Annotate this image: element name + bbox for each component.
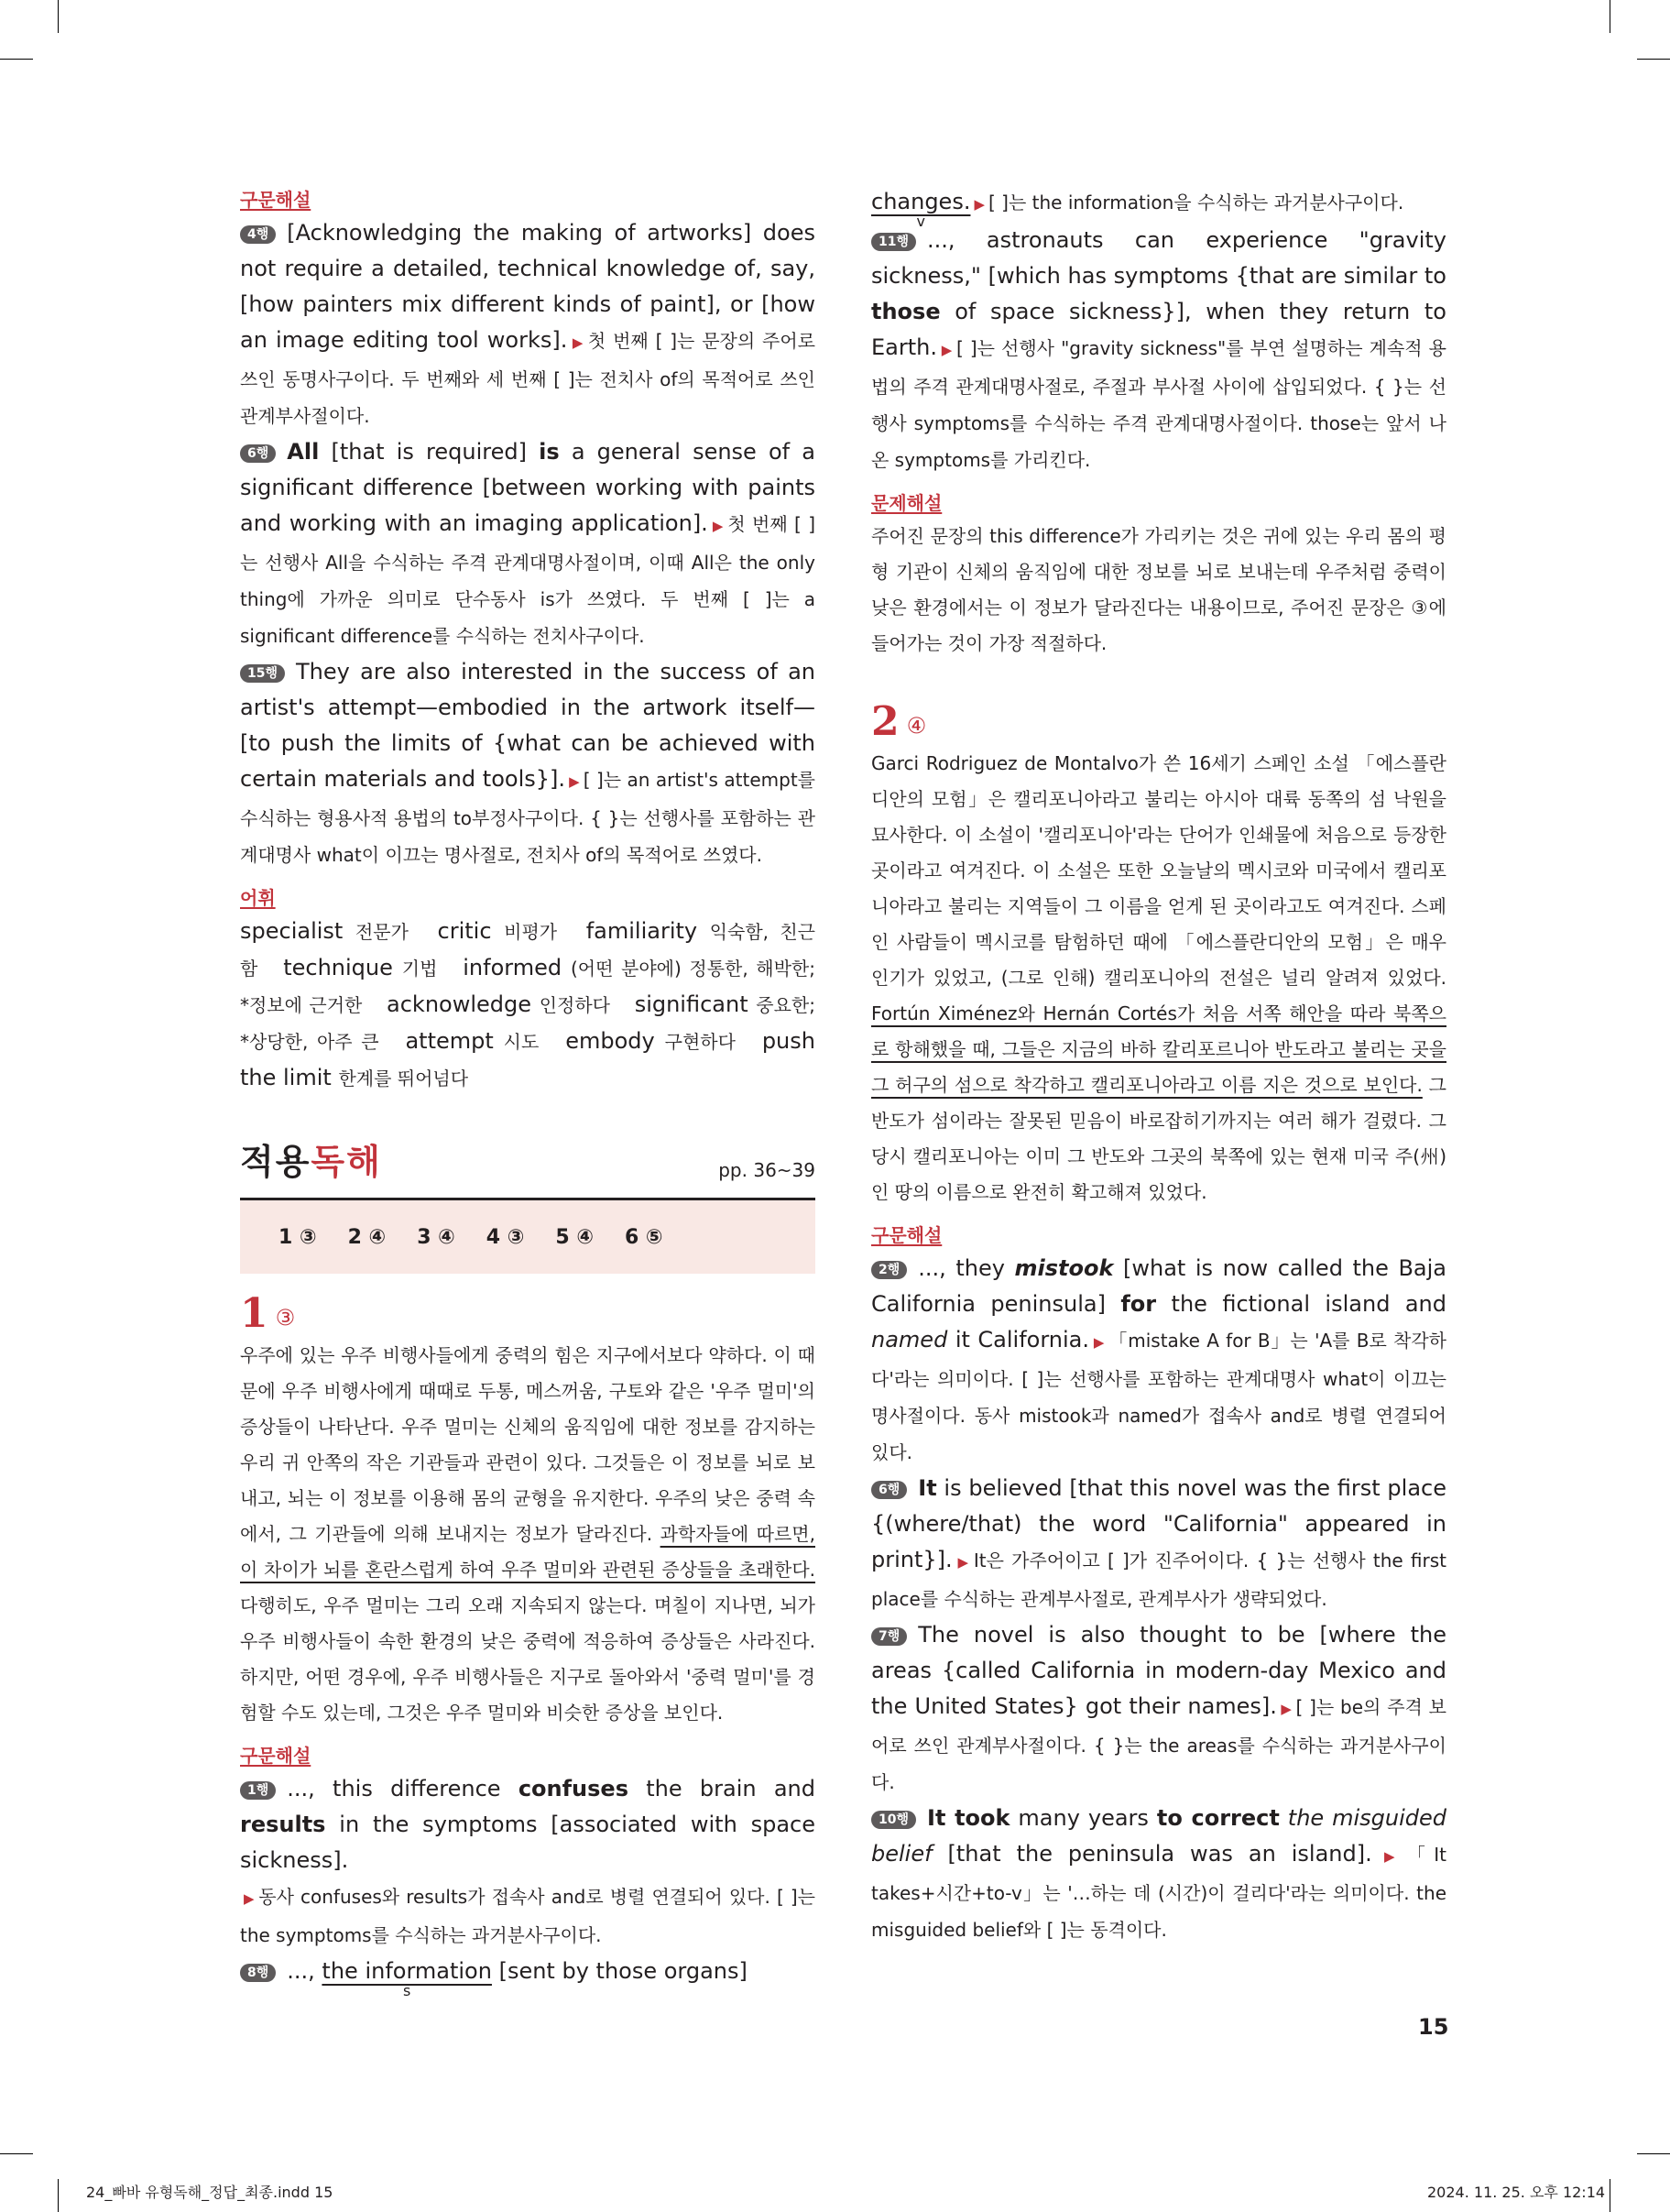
verb-marker xyxy=(871,184,971,230)
vocab-term: technique xyxy=(283,955,402,980)
text: ..., xyxy=(287,1958,322,1984)
verb-text: changes. xyxy=(871,189,971,214)
right-column xyxy=(871,188,1446,1948)
syntax-note xyxy=(240,1954,815,1999)
italic-word: the misguided belief xyxy=(871,1805,1446,1867)
arrow-icon: ▶ xyxy=(244,1890,256,1907)
note-korean: It은 가주어이고 [ ]가 진주어이다. { }는 선행사 the first place를 수식하는 관계부사절로, 관계부사가 생략되었다. xyxy=(871,1549,1446,1610)
text: of space sickness}], when they return to Earth. xyxy=(871,299,1446,360)
question-heading xyxy=(240,1290,815,1338)
footer-file: 24_빠바 유형독해_정답_최종.indd 15 xyxy=(86,2184,333,2201)
vocab-label: 어휘 xyxy=(240,887,276,909)
question-answer: ④ xyxy=(906,713,927,739)
answer-key-box xyxy=(240,1198,815,1274)
subject-marker xyxy=(322,1954,492,1999)
syntax-note xyxy=(871,223,1446,478)
text: Garci Rodriguez de Montalvo가 쓴 16세기 스페인 소설 「에스플란디안의 모험」은 캘리포니아라고 불리는 아시아 대륙 동쪽의 섬 낙원을 묘사한다. 이 소설이 '캘리포니아'라는 단어가 인쇄물에 처음으로 등장한 곳이라고 여겨진다. 이 소설은 또한 오늘날의 멕시코와 미국에서 캘리포니아라고 불리는 지역들이 그 이름을 얻게 된 곳이라고도 여겨진다. 스페인 사람들이 멕시코를 탐험하던 때에 「에스플란디안의 모험」은 매우 인기가 있었고, (그로 인해) 캘리포니아의 전설은 널리 알려져 있었다. xyxy=(871,752,1446,989)
bold-word: mistook xyxy=(1014,1255,1114,1281)
vocab-meaning: 중요한; *상당한, 아주 큰 xyxy=(240,994,815,1053)
question-answer: ③ xyxy=(275,1305,296,1330)
question-number: 2 xyxy=(871,698,900,745)
crop-mark xyxy=(0,59,33,60)
vocab-term: attempt xyxy=(405,1028,504,1054)
vocab-meaning: 비평가 xyxy=(504,921,558,943)
bold-word: All xyxy=(287,439,320,465)
note-english: The novel is also thought to be [where the areas {called California in modern-day Mexico and the United States} got their names]. xyxy=(871,1622,1446,1719)
note-korean: 첫 번째 [ ]는 문장의 주어로 쓰인 동명사구이다. 두 번째와 세 번째 [ ]는 전치사 of의 목적어로 쓰인 관계부사절이다. xyxy=(240,330,815,427)
text: the fictional island and xyxy=(1156,1291,1446,1317)
line-badge: 6행 xyxy=(871,1481,907,1499)
text: [sent by those organs] xyxy=(491,1958,748,1984)
line-badge: 15행 xyxy=(240,664,285,683)
crop-mark xyxy=(0,2153,33,2154)
answer-key: 6 ⑤ xyxy=(624,1225,663,1249)
text: it California. xyxy=(947,1327,1090,1352)
vocab-meaning: 기법 xyxy=(401,958,438,980)
syntax-label: 구문해설 xyxy=(240,1745,311,1767)
note-korean: 첫 번째 [ ]는 선행사 All을 수식하는 주격 관계대명사절이며, 이때 All은 the only thing에 가까운 의미로 단수동사 is가 쓰였다. 두 번째 [ ]는 a significant difference를 수식하는 전치사구이다. xyxy=(240,513,815,647)
line-badge: 10행 xyxy=(871,1811,916,1829)
text: 우주에 있는 우주 비행사들에게 중력의 힘은 지구에서보다 약하다. 이 때문에 우주 비행사에게 때때로 두통, 메스꺼움, 구토와 같은 '우주 멀미'의 증상들이 나타난다. 우주 멀미는 신체의 움직임에 대한 정보를 감지하는 우리 귀 안쪽의 작은 기관들과 관련이 있다. 그것들은 이 정보를 뇌로 보내고, 뇌는 이 정보를 이용해 몸의 균형을 유지한다. 우주의 낮은 중력 속에서, 그 기관들에 의해 보내지는 정보가 달라진다. xyxy=(240,1344,815,1545)
syntax-note xyxy=(240,215,815,434)
text: the brain and xyxy=(628,1776,815,1801)
note-korean: [ ]는 an artist's attempt를 수식하는 형용사적 용법의 to부정사구이다. { }는 선행사를 포함하는 관계대명사 what이 이끄는 명사절로, 전치사 of의 목적어로 쓰였다. xyxy=(240,769,816,866)
line-badge: 6행 xyxy=(240,444,276,463)
footer-date: 2024. 11. 25. 오후 12:14 xyxy=(1427,2184,1606,2201)
vocab-term: familiarity xyxy=(585,918,710,944)
vocab-meaning: (어떤 분야에) 정통한, 해박한; *정보에 근거한 xyxy=(240,958,815,1016)
vocab-list xyxy=(240,914,815,1097)
crop-mark xyxy=(1637,59,1670,60)
vocab-term: push the limit xyxy=(240,1028,815,1090)
note-english: [Acknowledging the making of artworks] does not require a detailed, technical knowledge of, say, [how painters mix different kinds of paint], or [how an image editing tool works]. xyxy=(240,220,815,353)
text: 다행히도, 우주 멀미는 그리 오래 지속되지 않는다. 며칠이 지나면, 뇌가 우주 비행사들이 속한 환경의 낮은 중력에 적응하여 증상들은 사라진다. 하지만, 어떤 경우에, 우주 비행사들은 지구로 돌아와서 '중력 멀미'를 경험할 수도 있는데, 그것은 우주 멀미와 비슷한 증상을 보인다. xyxy=(240,1594,815,1724)
text: in the symptoms [associated with space sickness]. xyxy=(240,1812,815,1873)
text: is believed [that this novel was the first place {(where/that) the word "California" appeared in print}]. xyxy=(871,1475,1446,1572)
note-korean: 동사 confuses와 results가 접속사 and로 병렬 연결되어 있다. [ ]는 the symptoms를 수식하는 과거분사구이다. xyxy=(240,1886,815,1946)
question-number: 1 xyxy=(240,1290,268,1337)
arrow-icon: ▶ xyxy=(571,334,584,351)
syntax-note xyxy=(871,184,1446,230)
left-column xyxy=(240,188,816,1999)
section-heading xyxy=(240,1133,815,1188)
translation xyxy=(240,1338,815,1731)
arrow-icon: ▶ xyxy=(1093,1334,1106,1351)
bold-word: to correct xyxy=(1156,1805,1280,1831)
text: a general sense of a significant difference [between working with paints and working with an imaging application]. xyxy=(240,439,815,536)
note-korean: [ ]는 be의 주격 보어로 쓰인 관계부사절이다. { }는 the areas를 수식하는 과거분사구이다. xyxy=(871,1696,1447,1793)
page-number: 15 xyxy=(1418,2014,1449,2040)
text: many years xyxy=(1010,1805,1157,1831)
line-badge: 11행 xyxy=(871,233,916,251)
arrow-icon: ▶ xyxy=(1280,1701,1293,1717)
note-korean: [ ]는 the information을 수식하는 과거분사구이다. xyxy=(988,192,1404,214)
text: [that is required] xyxy=(319,439,540,465)
answer-key: 3 ④ xyxy=(417,1225,455,1249)
italic-word: named xyxy=(871,1327,948,1352)
vocab-term: specialist xyxy=(240,918,355,944)
verb-label: v xyxy=(916,213,925,230)
syntax-note xyxy=(871,1471,1446,1617)
syntax-note xyxy=(240,654,815,873)
vocab-meaning: 한계를 뛰어넘다 xyxy=(338,1068,469,1090)
vocab-meaning: 시도 xyxy=(503,1031,540,1053)
answer-key: 4 ③ xyxy=(486,1225,525,1249)
crop-mark xyxy=(58,0,59,33)
subject-text: the information xyxy=(322,1958,492,1984)
vocab-term: embody xyxy=(565,1028,665,1054)
problem-explanation: 주어진 문장의 this difference가 가리키는 것은 귀에 있는 우리 몸의 평형 기관이 신체의 움직임에 대한 정보를 뇌로 보내는데 우주처럼 중력이 낮은 환경에서는 이 정보가 달라진다는 내용이므로, 주어진 문장은 ③에 들어가는 것이 가장 적절하다. xyxy=(871,525,1446,654)
underlined-sentence: Fortún Ximénez와 Hernán Cortés가 처음 서쪽 해안을 따라 북쪽으로 항해했을 때, 그들은 지금의 바하 칼리포르니아 반도라고 불리는 곳을 그 허구의 섬으로 착각하고 캘리포니아라고 이름 지은 것으로 보인다. xyxy=(871,1002,1446,1096)
text: [that the peninsula was an island]. xyxy=(932,1841,1372,1867)
bold-word: is xyxy=(539,439,560,465)
bold-word: It took xyxy=(927,1805,1010,1831)
note-korean: 「mistake A for B」는 'A를 B로 착각하다'라는 의미이다. [ ]는 선행사를 포함하는 관계대명사 what이 이끄는 명사절이다. 동사 mistook과 named가 접속사 and로 병렬 연결되어 있다. xyxy=(871,1330,1446,1463)
syntax-label: 구문해설 xyxy=(240,189,311,211)
syntax-note xyxy=(871,1617,1446,1801)
arrow-icon: ▶ xyxy=(974,196,986,213)
arrow-icon: ▶ xyxy=(1375,1848,1403,1865)
question-heading xyxy=(871,698,1446,746)
page-range: pp. 36~39 xyxy=(718,1159,815,1181)
bold-word: It xyxy=(918,1475,937,1501)
note-korean: [ ]는 선행사 "gravity sickness"를 부연 설명하는 계속적 용법의 주격 관계대명사절로, 주절과 부사절 사이에 삽입되었다. { }는 선행사 symptoms를 수식하는 주격 관계대명사절이다. those는 앞서 나온 symptoms를 가리킨다. xyxy=(871,337,1446,471)
syntax-note xyxy=(240,434,815,654)
line-badge: 2행 xyxy=(871,1261,907,1279)
crop-mark xyxy=(58,2179,59,2212)
note-english: They are also interested in the success of an artist's attempt—embodied in the artwork itself—[to push the limits of {what can be achieved with certain materials and tools}]. xyxy=(240,659,815,792)
note-korean: 「It takes+시간+to-v」는 '…하는 데 (시간)이 걸리다'라는 의미이다. the misguided belief와 [ ]는 동격이다. xyxy=(871,1844,1446,1941)
section-title-accent: 독해 xyxy=(311,1142,382,1182)
vocab-meaning: 전문가 xyxy=(355,921,409,943)
problem-label: 문제해설 xyxy=(871,492,943,514)
arrow-icon: ▶ xyxy=(941,342,953,358)
arrow-icon: ▶ xyxy=(569,773,580,790)
subject-label: s xyxy=(403,1982,411,1999)
text xyxy=(1280,1805,1288,1831)
answer-key: 2 ④ xyxy=(347,1225,387,1249)
vocab-meaning: 익숙함, 친근함 xyxy=(240,921,815,980)
line-badge: 8행 xyxy=(240,1964,276,1982)
line-badge: 7행 xyxy=(871,1627,907,1646)
arrow-icon: ▶ xyxy=(711,518,725,534)
syntax-note xyxy=(871,1251,1446,1471)
text: ..., astronauts can experience "gravity sickness," [which has symptoms {that are similar to xyxy=(871,227,1446,289)
syntax-note xyxy=(871,1801,1446,1948)
line-badge: 4행 xyxy=(240,225,276,244)
answer-key: 1 ③ xyxy=(278,1225,317,1249)
bold-word: confuses xyxy=(518,1776,628,1801)
section-title: 적용 xyxy=(240,1142,311,1182)
text: 그 반도가 섬이라는 잘못된 믿음이 바로잡히기까지는 여러 해가 걸렸다. 그 당시 캘리포니아는 이미 그 반도와 그곳의 북쪽에 있는 현재 미국 주(州)인 땅의 이름으로 완전히 확고해져 있었다. xyxy=(871,1074,1446,1203)
underlined-sentence: 과학자들에 따르면, 이 차이가 뇌를 혼란스럽게 하여 우주 멀미와 관련된 증상들을 초래한다. xyxy=(240,1523,815,1581)
vocab-meaning: 인정하다 xyxy=(539,994,610,1016)
crop-mark xyxy=(1637,2153,1670,2154)
text: ..., this difference xyxy=(287,1776,518,1801)
syntax-label: 구문해설 xyxy=(871,1224,943,1246)
vocab-term: critic xyxy=(437,918,505,944)
vocab-term: significant xyxy=(634,991,757,1017)
answer-key: 5 ④ xyxy=(555,1225,594,1249)
bold-word: results xyxy=(240,1812,326,1837)
vocab-term: acknowledge xyxy=(387,991,540,1017)
syntax-note xyxy=(240,1771,815,1954)
translation xyxy=(871,746,1446,1210)
vocab-meaning: 구현하다 xyxy=(664,1031,736,1053)
text: ..., they xyxy=(918,1255,1015,1281)
vocab-term: informed xyxy=(463,955,571,980)
bold-word: for xyxy=(1120,1291,1157,1317)
arrow-icon: ▶ xyxy=(955,1554,970,1571)
text: [what is now called the Baja California peninsula] xyxy=(871,1255,1446,1317)
bold-word: those xyxy=(871,299,941,324)
line-badge: 1행 xyxy=(240,1781,276,1800)
